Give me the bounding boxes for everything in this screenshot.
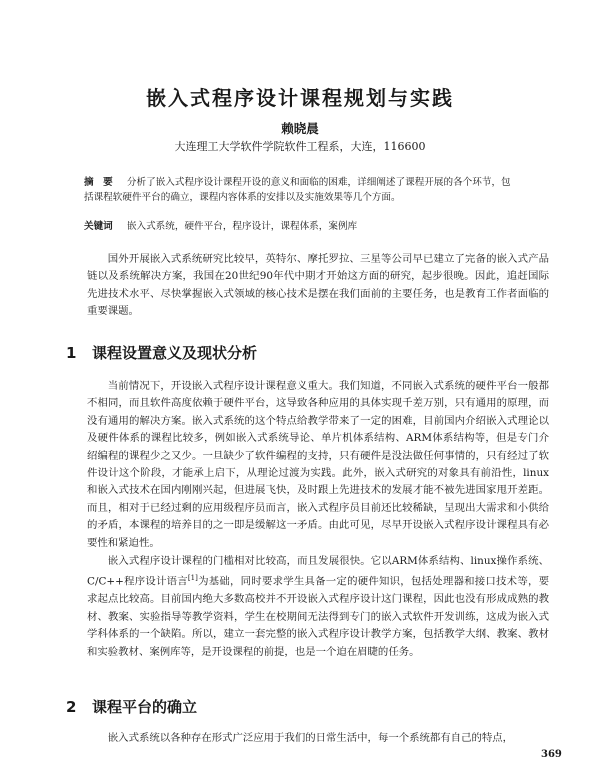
keywords-label: 关键词 — [84, 221, 113, 232]
section-1-title: 课程设置意义及现状分析 — [92, 344, 258, 362]
section-1-paragraph-2 — [87, 553, 549, 661]
section-2-number: 2 — [66, 698, 77, 716]
intro-paragraph: 国外开展嵌入式系统研究比较早，英特尔、摩托罗拉、三星等公司早已建立了完备的嵌入式产品链以及系统解决方案，我国在20世纪90年代中期才开始这方面的研究，起步很晚。因此，追赶国际先进技术水平、尽快掌握嵌入式领域的核心技术是摆在我们面前的主要任务，也是教育工作者面临的重要课题。 — [87, 253, 549, 318]
paper-title: 嵌入式程序设计课程规划与实践 — [146, 86, 454, 110]
author-affiliation: 大连理工大学软件学院软件工程系，大连，116600 — [174, 140, 426, 153]
section-2-paragraph-1: 嵌入式系统以各种存在形式广泛应用于我们的日常生活中，每一个系统都有自己的特点， — [107, 732, 514, 744]
abstract — [84, 175, 520, 205]
abstract-label: 摘 要 — [84, 177, 113, 188]
section-1-heading — [66, 342, 257, 363]
author-name: 赖晓晨 — [281, 121, 319, 136]
section-2-heading — [66, 696, 197, 717]
keywords-text: 嵌入式系统，硬件平台，程序设计，课程体系，案例库 — [126, 221, 358, 232]
abstract-text: 分析了嵌入式程序设计课程开设的意义和面临的困难，详细阐述了课程开展的各个环节，包括课程软硬件平台的确立，课程内容体系的安排以及实施效果等几个方面。 — [84, 177, 511, 203]
section-1-paragraph-2-text-a: 嵌入式程序设计课程的门槛相对比较高，而且发展很快。它以ARM体系结构、linux操作系统、C/C++程序设计语言 — [87, 555, 549, 588]
keywords — [84, 219, 520, 234]
section-1-number: 1 — [66, 344, 77, 362]
section-1-paragraph-1: 当前情况下，开设嵌入式程序设计课程意义重大。我们知道，不同嵌入式系统的硬件平台一般都不相同，而且软件高度依赖于硬件平台，这导致各种应用的具体实现千差万别，只有通用的原理，而没有通用的解决方案。嵌入式系统的这个特点给教学带来了一定的困难，目前国内介绍嵌入式理论以及硬件体系的课程比较多，例如嵌入式系统导论、单片机体系结构、ARM体系结构等，但是专门介绍编程的课程少之又少。一旦缺少了软件编程的支持，只有硬件是没法做任何事情的，只有经过了软件设计这个阶段，才能承上启下，从理论过渡为实践。此外，嵌入式研究的对象具有前沿性，linux和嵌入式技术在国内刚刚兴起，但进展飞快，及时跟上先进技术的发展才能不被先进国家甩开差距。而且，相对于已经过剩的应用级程序员而言，嵌入式程序员目前还比较稀缺，呈现出大需求和小供给的矛盾，本课程的培养目的之一即是缓解这一矛盾。由此可见，尽早开设嵌入式程序设计课程具有必要性和紧迫性。 — [87, 380, 549, 549]
section-1-paragraph-2-text-b: 为基础，同时要求学生具备一定的硬件知识，包括处理器和接口技术等，要求起点比较高。目前国内绝大多数高校并不开设嵌入式程序设计这门课程，因此也没有形成成熟的教材、教案、实验指导等教学资料，学生在校期间无法得到专门的嵌入式软件开发训练，这成为嵌入式学科体系的一个缺陷。所以，建立一套完整的嵌入式程序设计教学方案，包括教学大纲、教案、教材和实验教材、案例库等，是开设课程的前提，也是一个迫在眉睫的任务。 — [87, 575, 549, 658]
page-number: 369 — [541, 749, 562, 760]
section-2-title: 课程平台的确立 — [92, 698, 198, 716]
citation-ref: [1] — [187, 574, 198, 583]
